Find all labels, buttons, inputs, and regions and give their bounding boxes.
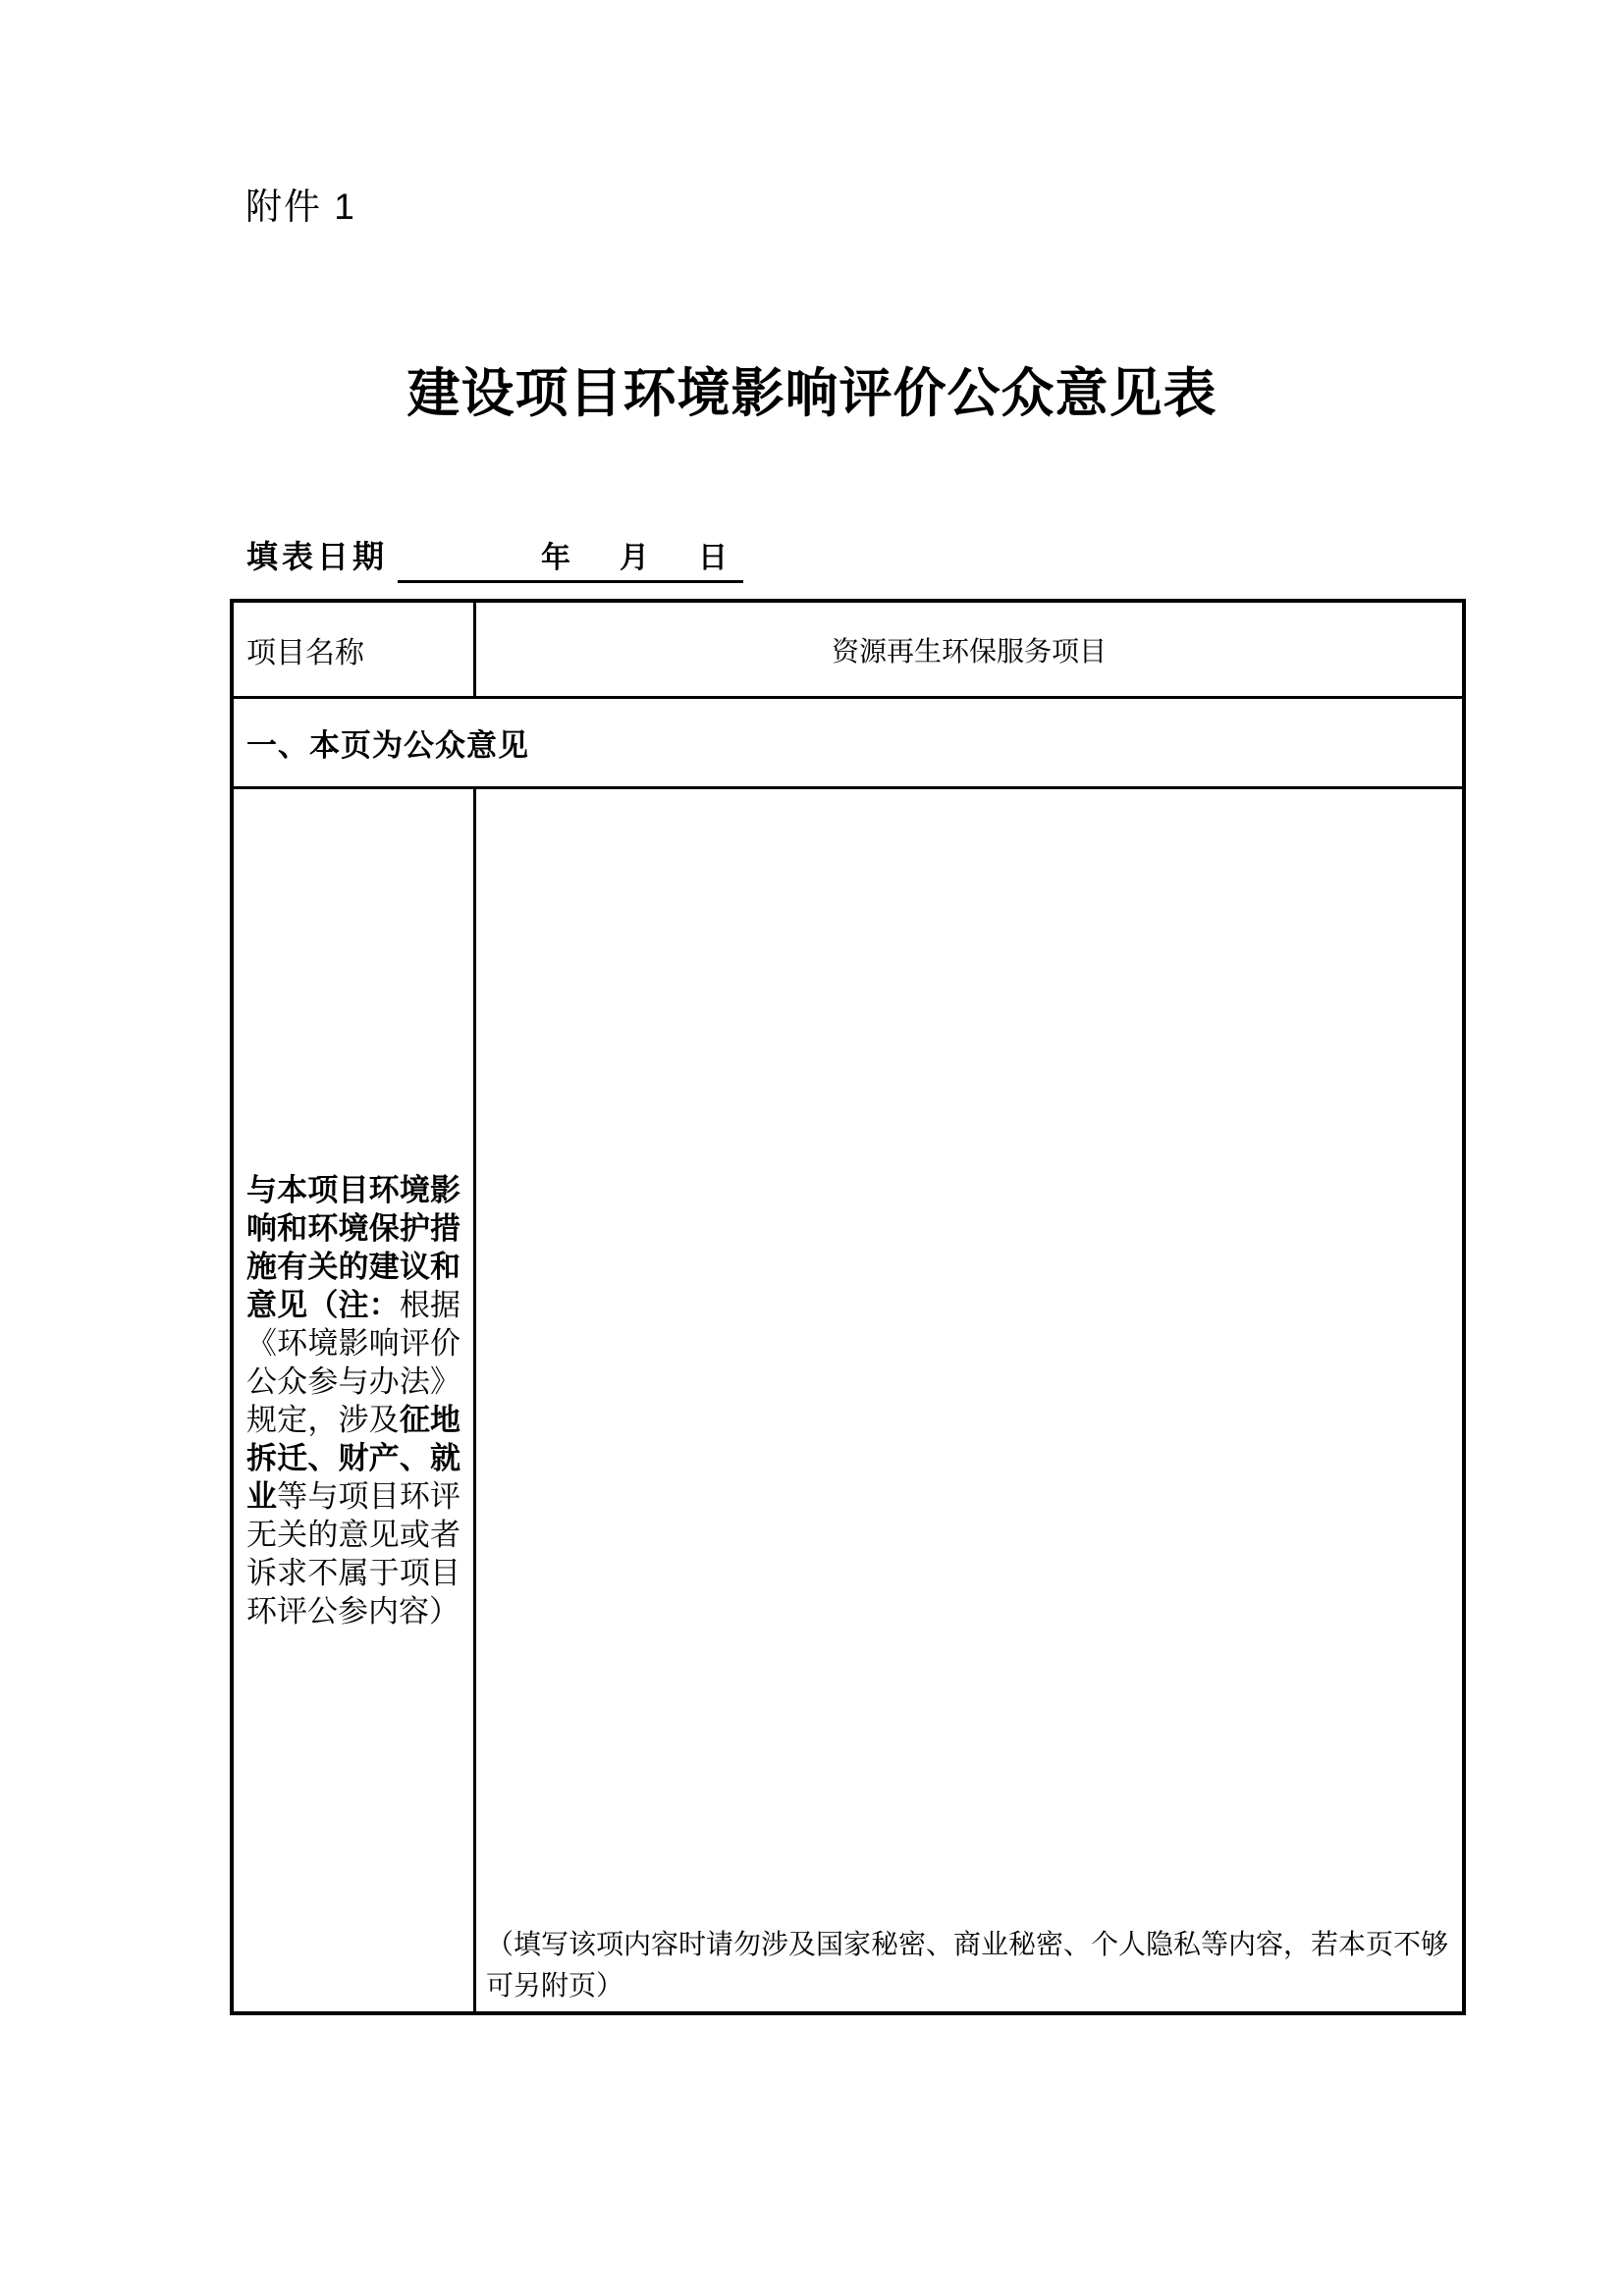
date-day-label: 日 (698, 542, 729, 574)
page-title: 建设项目环境影响评价公众意见表 (406, 364, 1218, 423)
opinion-form-table (230, 599, 1466, 2015)
opinion-note: （填写该项内容时请勿涉及国家秘密、商业秘密、个人隐私等内容，若本页不够可另附页） (486, 1930, 1449, 2002)
project-name-label-cell: 项目名称 (234, 603, 476, 696)
opinion-input-area (476, 789, 1462, 2011)
section-header-cell: 一、本页为公众意见 (246, 728, 529, 763)
opinion-label-bold-segment-1: 与本项目环境影响和环境保护措施有关的建议和意见（注： (246, 1172, 460, 1322)
opinion-label-cell (234, 789, 476, 2011)
date-line (246, 532, 743, 583)
attachment-label: 附件 1 (245, 187, 356, 227)
opinion-label-bold-segment-2: 征地拆迁、财产、就业 (246, 1402, 461, 1514)
opinion-label-text (246, 1171, 460, 1630)
table-row-section-header (234, 696, 1462, 786)
date-year-label: 年 (541, 542, 571, 574)
table-row-public-opinion (234, 786, 1462, 2011)
date-month-label: 月 (620, 542, 650, 574)
date-fill-underline (398, 533, 743, 583)
date-line-label: 填表日期 (246, 539, 389, 574)
project-name-value-cell: 资源再生环保服务项目 (831, 636, 1107, 667)
opinion-label-regular-segment-1: 根据《环境影响评价公众参与办法》规定，涉及 (246, 1287, 461, 1437)
opinion-label-regular-segment-2: 等与项目环评无关的意见或者诉求不属于项目环评公参内容） (246, 1478, 461, 1629)
table-row-project-name (234, 603, 1462, 696)
